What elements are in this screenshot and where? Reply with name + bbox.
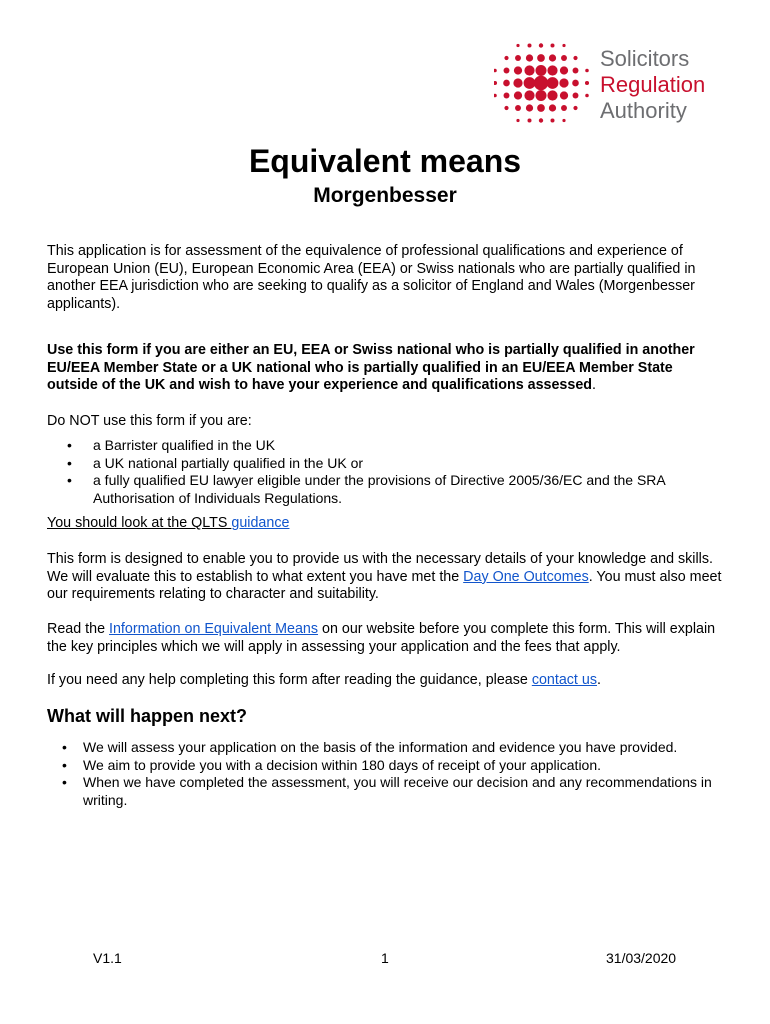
designed-text-after: . You must also meet our requirements relating to character and suitability.: [47, 568, 722, 603]
next-steps-list: [47, 739, 727, 809]
list-item-text: We will assess your application on the basis of the information and evidence you have provided.: [83, 739, 678, 755]
footer-version: V1.1: [93, 950, 122, 966]
bullet-icon: •: [62, 756, 67, 773]
what-next-heading: What will happen next?: [47, 706, 248, 726]
do-not-list: [47, 437, 727, 507]
bullet-icon: •: [67, 437, 72, 453]
designed-text-before: This form is designed to enable you to provide us with the necessary details of your knowledge and skills. We will evaluate this to establish to what extent you have met the: [47, 551, 713, 585]
bullet-icon: •: [62, 739, 67, 755]
equivalent-means-info-link[interactable]: Information on Equivalent Means: [109, 621, 319, 637]
sra-logo-text: [600, 46, 705, 124]
contact-us-link[interactable]: contact us: [531, 672, 597, 688]
use-form-text: Use this form if you are either an EU, EEA or Swiss national who is partially qualified in another EU/EEA Member State or a UK national who is partially qualified in an EU/EEA Member State outside of the UK and wish to have your experience and qualifications assessed: [47, 342, 695, 394]
bullet-icon: •: [67, 472, 72, 489]
footer-date: 31/03/2020: [606, 950, 677, 966]
read-text-before: Read the: [47, 621, 109, 637]
qlts-guidance-link[interactable]: guidance: [231, 515, 290, 531]
day-one-outcomes-link[interactable]: Day One Outcomes: [463, 568, 589, 585]
do-not-heading: Do NOT use this form if you are:: [47, 413, 252, 429]
help-paragraph: [47, 672, 727, 690]
logo-line-regulation: Regulation: [600, 72, 706, 97]
page-title: Equivalent means: [248, 143, 522, 179]
bullet-icon: •: [67, 454, 72, 471]
read-paragraph: [47, 621, 727, 656]
bullet-icon: •: [62, 774, 67, 791]
help-text-before: If you need any help completing this form after reading the guidance, please: [47, 672, 532, 688]
list-item-text: When we have completed the assessment, you will receive our decision and any recommendations in writing.: [83, 774, 712, 808]
list-item: [47, 472, 727, 507]
list-item-text: a UK national partially qualified in the UK or: [93, 454, 364, 471]
use-form-paragraph: [47, 342, 722, 395]
list-item-text: We aim to provide you with a decision within 180 days of receipt of your application.: [83, 756, 602, 773]
list-item-text: a Barrister qualified in the UK: [93, 437, 276, 453]
list-item: [47, 739, 727, 757]
logo-line-solicitors: Solicitors: [600, 46, 690, 71]
qlts-text: You should look at the QLTS: [47, 515, 232, 531]
read-text-after: on our website before you complete this form. This will explain the key principles which we will apply in assessing your application and the fees that apply.: [47, 621, 716, 655]
footer-page-number: 1: [381, 950, 389, 966]
page-subtitle: Morgenbesser: [313, 184, 457, 207]
sra-logo-dots-icon: [494, 42, 594, 132]
use-form-end: .: [592, 377, 596, 394]
list-item: [47, 437, 727, 455]
list-item: [47, 774, 727, 809]
logo-line-authority: Authority: [600, 98, 687, 123]
list-item: [47, 757, 727, 775]
list-item-text: a fully qualified EU lawyer eligible under the provisions of Directive 2005/36/EC and the SRA Authorisation of Individuals Regulations.: [93, 472, 665, 506]
list-item: [47, 455, 727, 473]
qlts-paragraph: [47, 515, 727, 533]
help-text-after: .: [596, 672, 601, 688]
designed-paragraph: [47, 551, 727, 604]
sra-logo: [494, 42, 724, 132]
intro-paragraph: This application is for assessment of the equivalence of professional qualifications and experience of European Union (EU), European Economic Area (EEA) or Swiss nationals who are partially qualified in another EEA jurisdiction who are seeking to qualify as a solicitor of England and Wales (Morgenbesser applicants).: [47, 243, 696, 313]
